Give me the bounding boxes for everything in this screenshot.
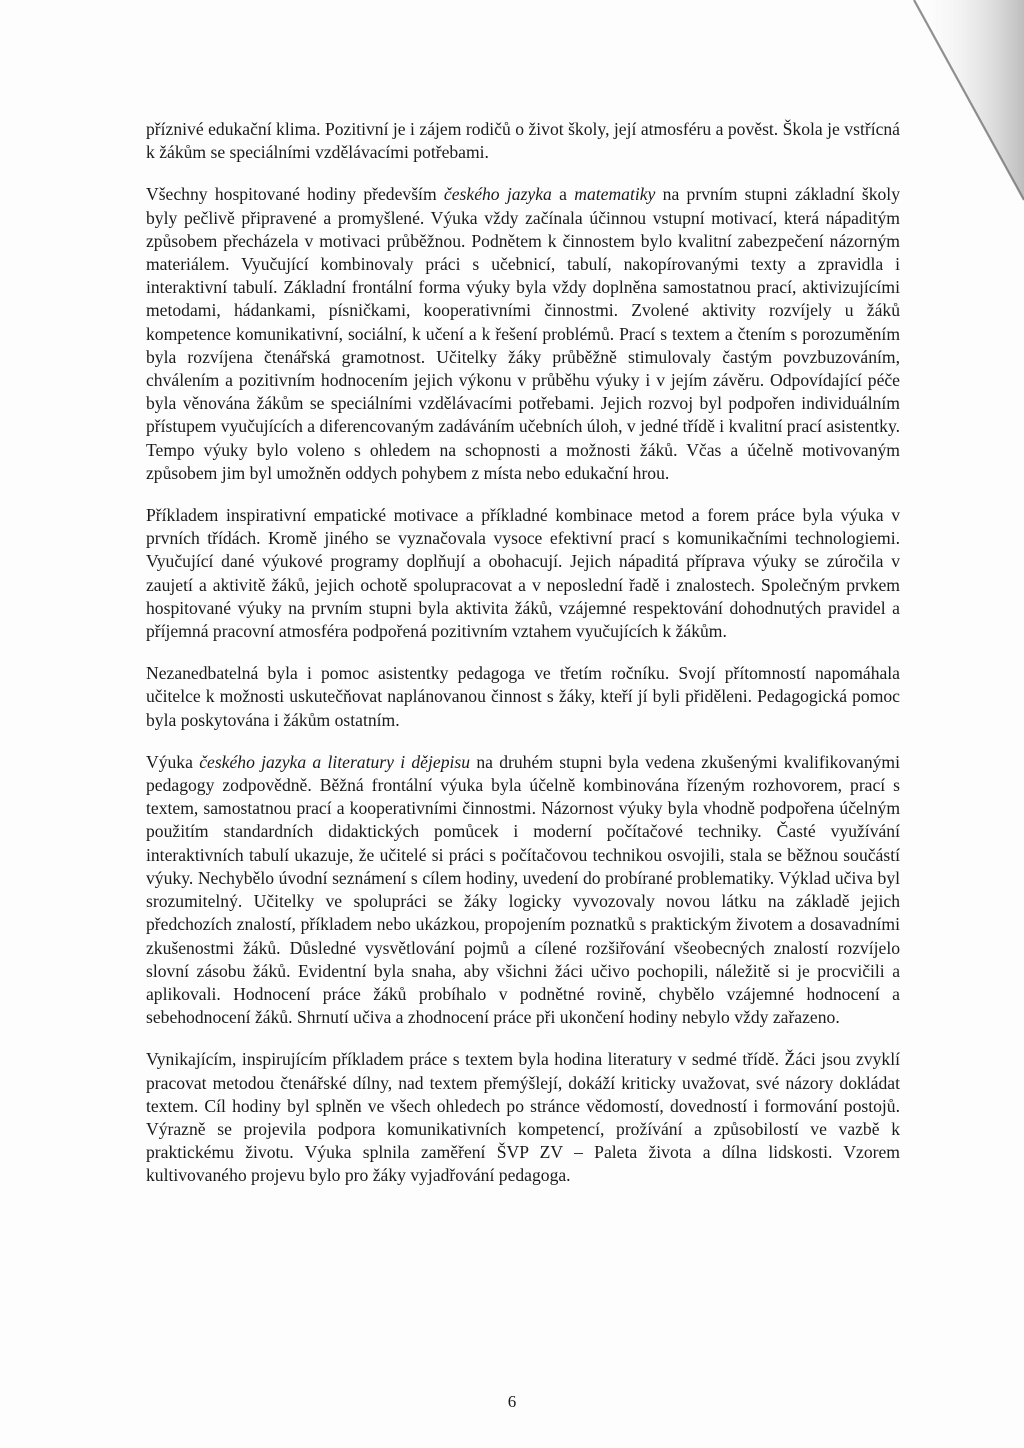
paragraph-text: na prvním stupni základní školy byly pečlivě připravené a promyšlené. Výuka vždy začínala účinnou vstupní motivací, která nápaditým způsobem přecházela v motivaci průběžnou. Podnětem k činnostem bylo kvalitní zabezpečení názorným materiálem. Vyučující kombinovaly práci s učebnicí, tabulí, nakopírovanými texty a zpravidla i interaktivní tabulí. Základní frontální forma výuky byla vždy doplněna samostatnou prací, aktivizujícími metodami, hádankami, písničkami, kooperativními činnostmi. Zvolené aktivity rozvíjely u žáků kompetence komunikativní, sociální, k učení a k řešení problémů. Prací s textem a čtením s porozuměním byla rozvíjena čtenářská gramotnost. Učitelky žáky průběžně stimulovaly častým povzbuzováním, chválením a pozitivním hodnocením jejich výkonu v průběhu výuky i v jejím závěru. Odpovídající péče byla věnována žákům se speciálními vzdělávacími potřebami. Jejich rozvoj byl podpořen individuálním přístupem vyučujících a diferencovaným zadáváním učebních úloh, v jedné třídě i kvalitní prací asistentky. Tempo výuky bylo voleno s ohledem na schopnosti a možnosti žáků. Včas a účelně motivovaným způsobem jim byl umožněn oddych pohybem z místa nebo edukační hrou. [146,184,900,483]
paragraph [146,183,900,485]
paragraph [146,504,900,643]
paragraph-text: Nezanedbatelná byla i pomoc asistentky pedagoga ve třetím ročníku. Svojí přítomností napomáhala učitelce k možnosti uskutečňovat naplánovanou činnost s žáky, kteří jí byli přiděleni. Pedagogická pomoc byla poskytována i žákům ostatním. [146,663,900,730]
paragraph [146,751,900,1029]
paragraph-text: na druhém stupni byla vedena zkušenými kvalifikovanými pedagogy zodpovědně. Běžná frontální výuka byla účelně kombinována řízeným rozhovorem, prací s textem, samostatnou prací a kooperativními činnostmi. Názornost výuky byla vhodně podpořena účelným použitím standardních didaktických pomůcek i moderní počítačové techniky. Časté využívání interaktivních tabulí ukazuje, že učitelé si práci s počítačovou technikou osvojili, stala se běžnou součástí výuky. Nechybělo úvodní seznámení s cílem hodiny, uvedení do probírané problematiky. Výklad učiva byl srozumitelný. Učitelky ve spolupráci se žáky logicky vyvozovaly novou látku na základě jejich předchozích znalostí, příkladem nebo ukázkou, propojením poznatků s praktickým životem a dosavadními zkušenostmi žáků. Důsledné vysvětlování pojmů a cílené rozšiřování všeobecných znalostí rozvíjelo slovní zásobu žáků. Evidentní byla snaha, aby všichni žáci učivo pochopili, náležitě si je procvičili a aplikovali. Hodnocení práce žáků probíhalo v podnětné rovině, chybělo vzájemné hodnocení a sebehodnocení žáků. Shrnutí učiva a zhodnocení práce při ukončení hodiny nebylo vždy zařazeno. [146,751,901,1028]
paragraph-text: Výuka [146,751,200,772]
paragraph-text: a [551,184,575,205]
paragraph-italic-text: českého jazyka a literatury i dějepisu [199,751,471,772]
paragraph-text: Příkladem inspirativní empatické motivace a příkladné kombinace metod a forem práce byla výuka v prvních třídách. Kromě jiného se vyznačovala vysoce efektivní prací s komunikačními technologiemi. Vyučující dané výukové programy doplňují a obohacují. Jejich nápaditá příprava výuky se zúročila v zaujetí a aktivitě žáků, jejich ochotě spolupracovat a v neposlední řadě i znalostech. Společným prvkem hospitované výuky na prvním stupni byla aktivita žáků, vzájemné respektování dohodnutých pravidel a příjemná pracovní atmosféra podpořená pozitivním vztahem vyučujících k žákům. [146,505,900,642]
page-number: 6 [507,1392,517,1411]
paragraph [146,118,900,164]
paragraph-italic-text: matematiky [574,184,656,205]
paragraph-text: Vynikajícím, inspirujícím příkladem práce s textem byla hodina literatury v sedmé třídě. Žáci jsou zvyklí pracovat metodou čtenářské dílny, nad textem přemýšlejí, dokáží kriticky uvažovat, své názory dokládat textem. Cíl hodiny byl splněn ve všech ohledech po stránce vědomostí, dovedností i formování postojů. Výrazně se projevila podpora komunikativních kompetencí, prožívání a způsobilostí ve vazbě k praktickému životu. Výuka splnila zaměření ŠVP ZV – Paleta života a dílna lidskosti. Vzorem kultivovaného projevu bylo pro žáky vyjadřování pedagoga. [146,1049,900,1186]
body-text [146,118,900,1207]
paragraph [146,662,900,732]
paragraph-italic-text: českého jazyka [443,184,552,205]
paragraph-text: příznivé edukační klima. Pozitivní je i zájem rodičů o život školy, její atmosféru a pověst. Škola je vstřícná k žákům se speciálními vzdělávacími potřebami. [146,119,900,163]
paragraph-text: Všechny hospitované hodiny především [146,184,444,205]
scan-shadow-edge [894,0,1024,260]
paragraph [146,1048,900,1187]
